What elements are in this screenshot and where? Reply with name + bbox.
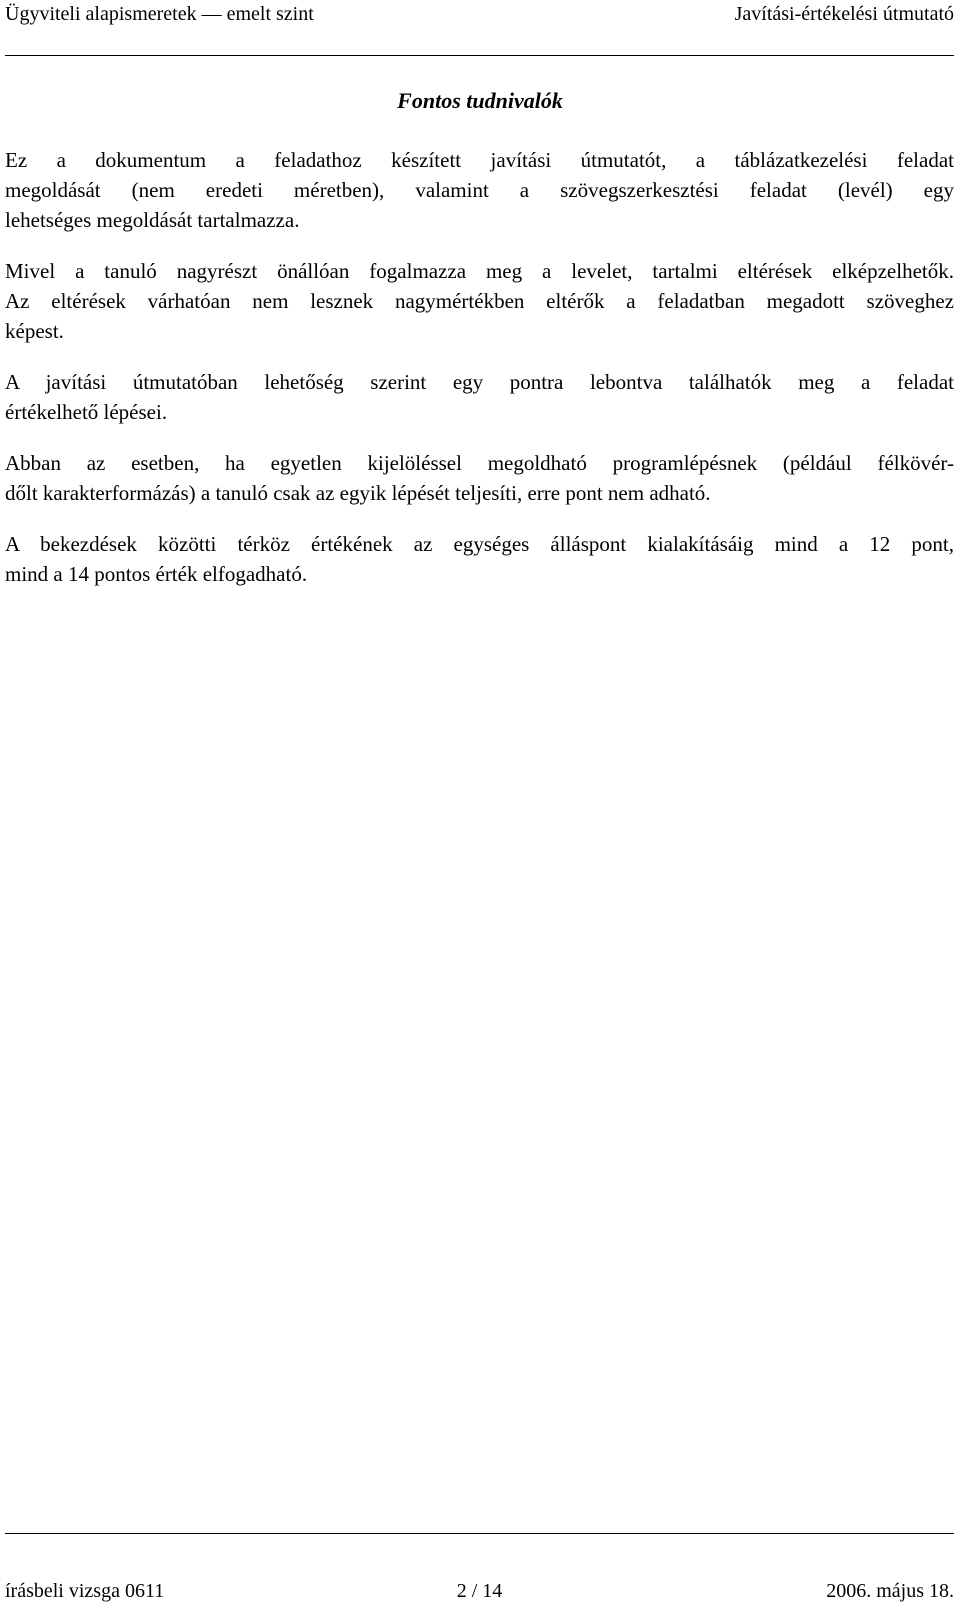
footer-date: 2006. május 18. (826, 1580, 954, 1602)
paragraph-line: dőlt karakterformázás) a tanuló csak az egyik lépését teljesíti, erre pont nem adható. (5, 481, 711, 505)
section-title: Fontos tudnivalók (397, 88, 563, 113)
paragraph-2 (5, 256, 954, 346)
paragraph-1 (5, 145, 954, 235)
paragraph-line: A javítási útmutatóban lehetőség szerint egy pontra lebontva találhatók meg a feladat (5, 370, 954, 394)
page-footer (5, 1577, 954, 1605)
paragraph-3 (5, 367, 954, 427)
paragraph-line: Ez a dokumentum a feladathoz készített javítási útmutatót, a táblázatkezelési feladat (5, 148, 954, 172)
paragraph-line: értékelhető lépései. (5, 400, 168, 424)
paragraph-line: Mivel a tanuló nagyrészt önállóan fogalmazza meg a levelet, tartalmi eltérések elképzelhetők. (5, 259, 954, 283)
header-subject: Ügyviteli alapismeretek — emelt szint (5, 3, 314, 25)
footer-divider (5, 1533, 954, 1534)
body-text (5, 145, 954, 610)
paragraph-5 (5, 529, 954, 589)
paragraph-line: képest. (5, 319, 64, 343)
paragraph-line: A bekezdések közötti térköz értékének az egységes álláspont kialakításáig mind a 12 pont, (5, 532, 954, 556)
paragraph-line: mind a 14 pontos érték elfogadható. (5, 562, 308, 586)
footer-exam-code: írásbeli vizsga 0611 (5, 1580, 165, 1602)
header-document-type: Javítási-értékelési útmutató (734, 3, 954, 25)
page-header (5, 0, 954, 30)
paragraph-line: lehetséges megoldását tartalmazza. (5, 208, 300, 232)
paragraph-line: Az eltérések várhatóan nem lesznek nagymértékben eltérők a feladatban megadott szöveghez (5, 289, 954, 313)
footer-page-number: 2 / 14 (456, 1580, 503, 1602)
paragraph-4 (5, 448, 954, 508)
header-divider (5, 55, 954, 56)
paragraph-line: megoldását (nem eredeti méretben), valamint a szövegszerkesztési feladat (levél) egy (5, 178, 954, 202)
paragraph-line: Abban az esetben, ha egyetlen kijelöléssel megoldható programlépésnek (például félkövér- (5, 451, 954, 475)
